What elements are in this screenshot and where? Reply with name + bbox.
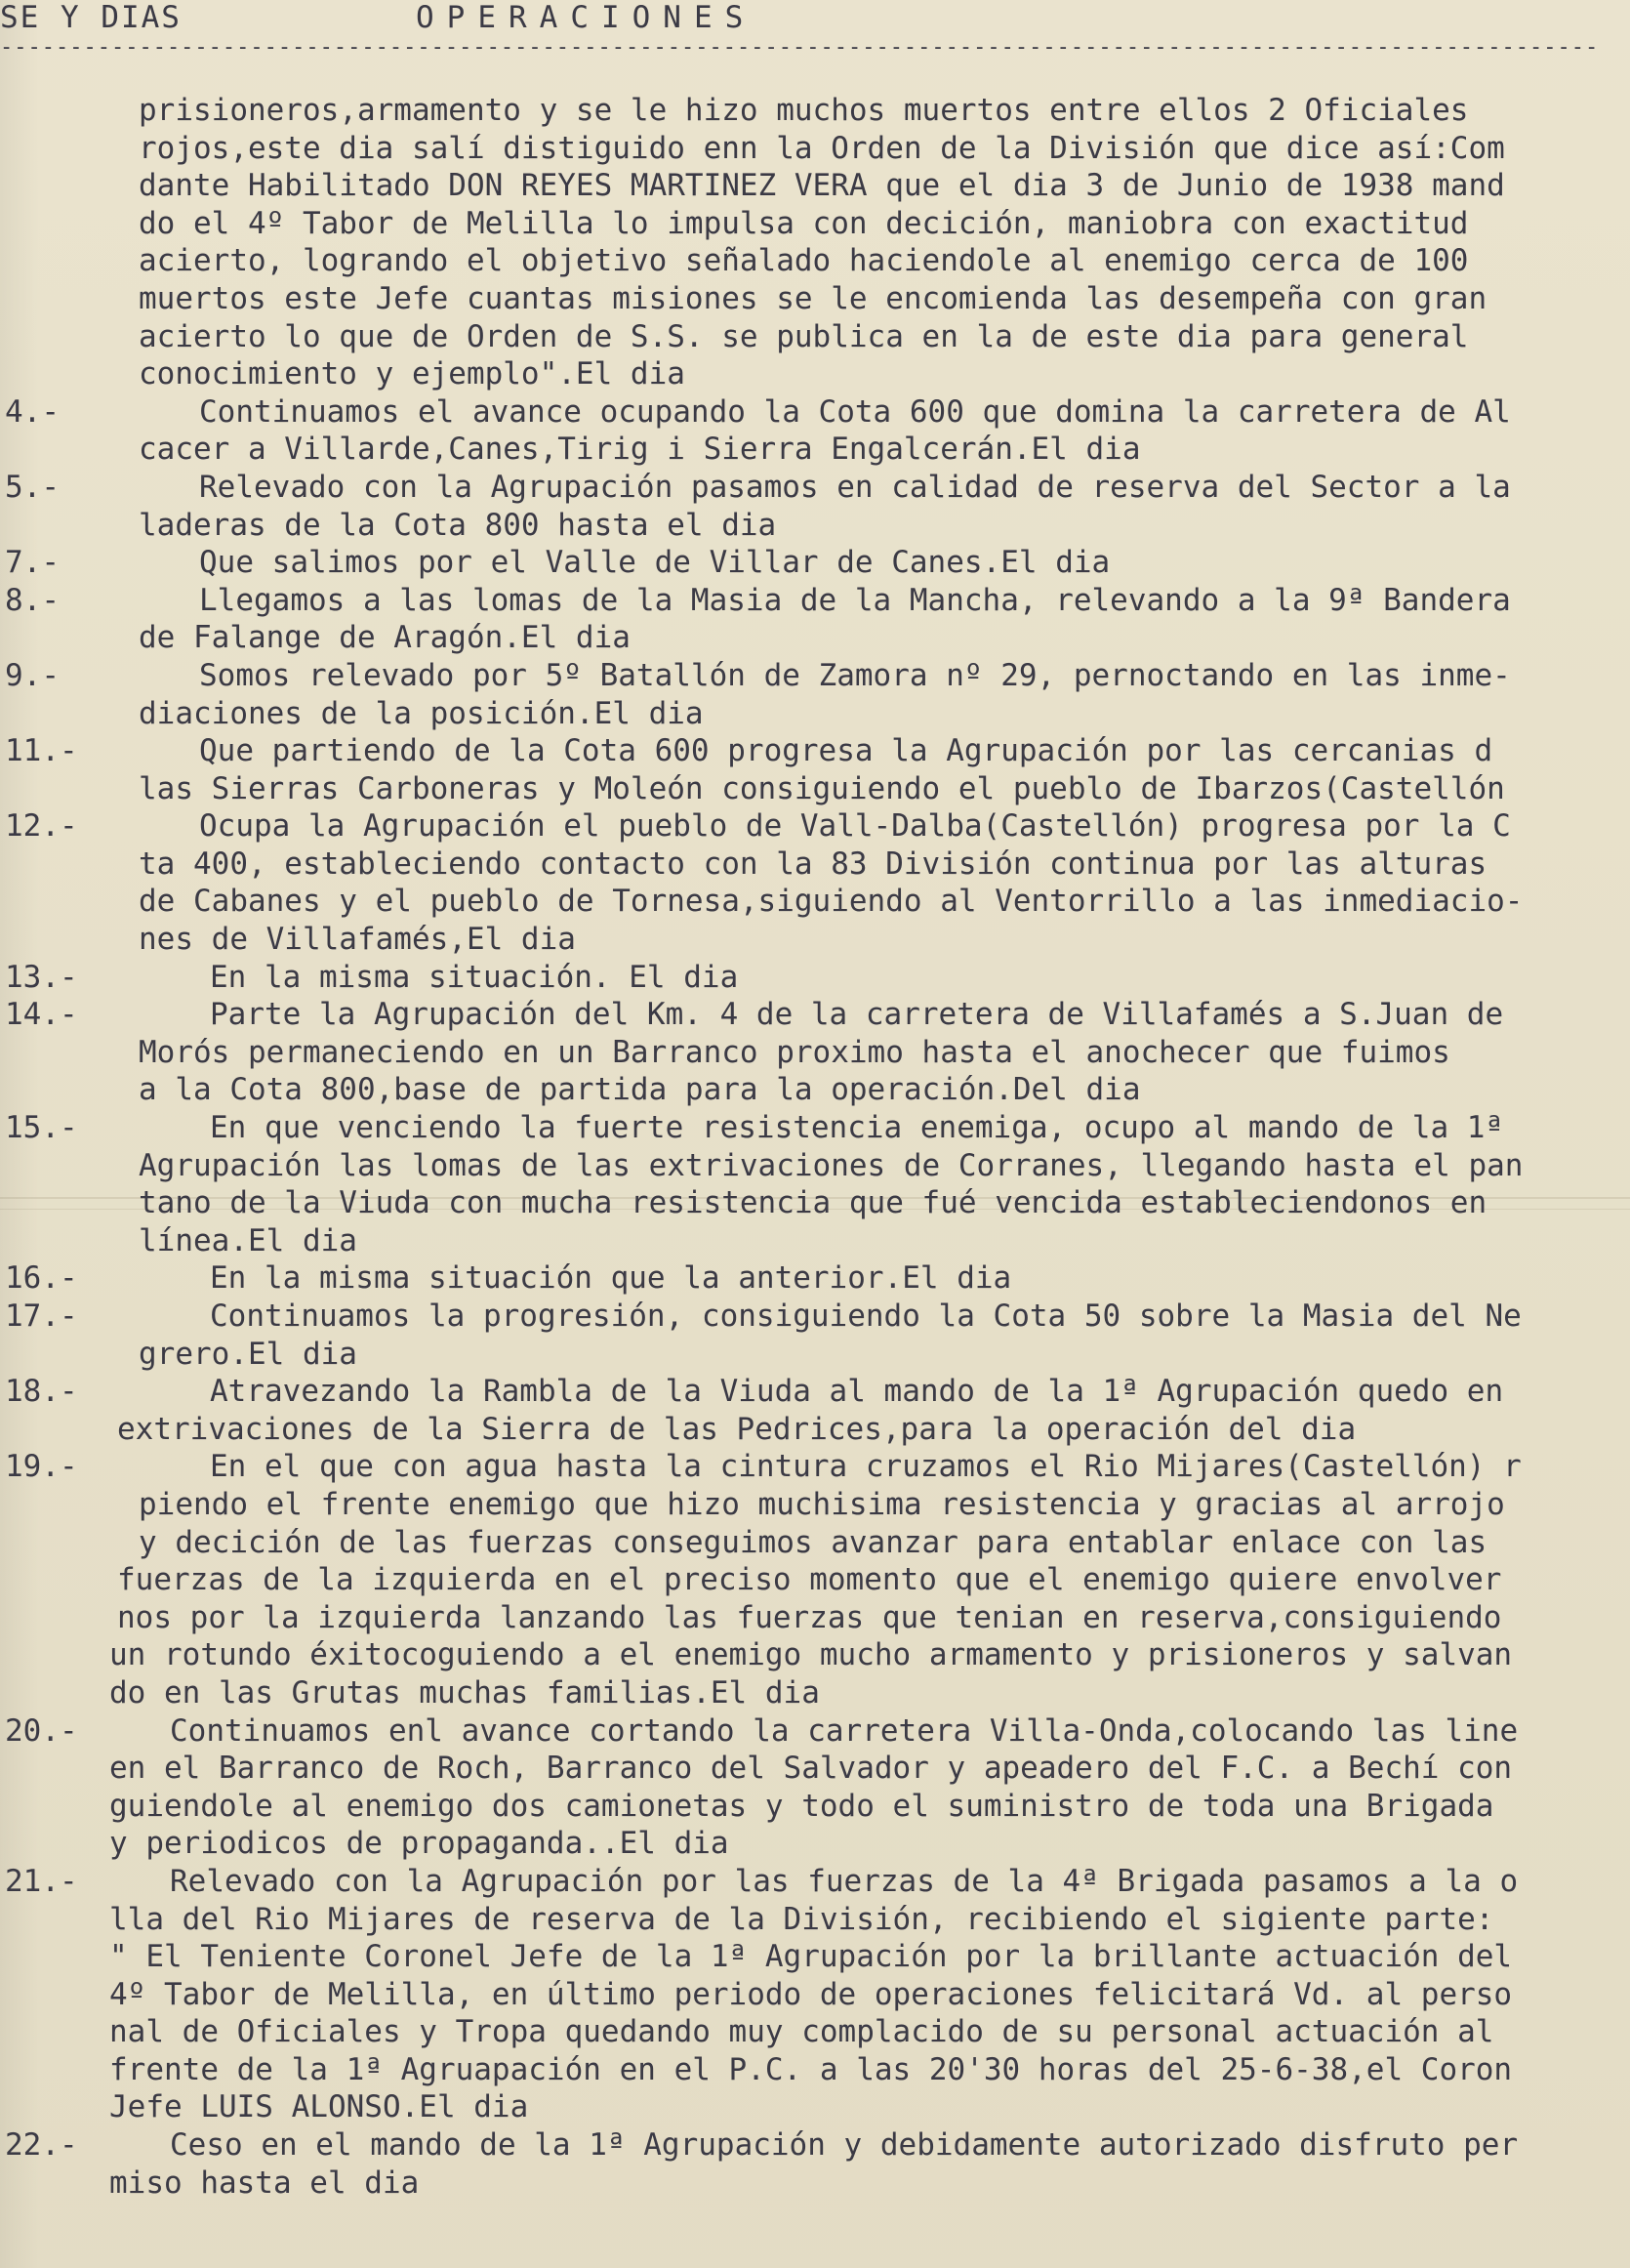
text-line xyxy=(0,1938,1630,1976)
line-text: Relevado con la Agrupación pasamos en calidad de reserva del Sector a la xyxy=(199,469,1511,505)
text-line xyxy=(0,1788,1630,1826)
text-line xyxy=(0,807,1630,845)
line-text: las Sierras Carboneras y Moleón consiguiendo el pueblo de Ibarzos(Castellón xyxy=(139,770,1505,806)
line-text: línea.El dia xyxy=(139,1222,357,1258)
text-line xyxy=(0,167,1630,205)
text-line xyxy=(0,732,1630,770)
text-line xyxy=(0,619,1630,657)
line-text: de Falange de Aragón.El dia xyxy=(139,620,631,656)
text-line xyxy=(0,1636,1630,1674)
line-text: en el Barranco de Roch, Barranco del Salvador y apeadero del F.C. a Bechí con xyxy=(109,1751,1513,1787)
line-text: de Cabanes y el pueblo de Tornesa,siguiendo al Ventorrillo a las inmediacio- xyxy=(139,884,1524,920)
text-line xyxy=(0,959,1630,997)
text-line xyxy=(0,507,1630,545)
day-number: 9.- xyxy=(5,657,60,693)
text-line xyxy=(0,1222,1630,1260)
text-line xyxy=(0,2051,1630,2089)
text-line xyxy=(0,1298,1630,1336)
day-number: 7.- xyxy=(5,545,60,581)
line-text: Continuamos enl avance cortando la carretera Villa-Onda,colocando las line xyxy=(170,1712,1519,1749)
text-line xyxy=(0,1976,1630,2014)
day-number: 17.- xyxy=(5,1299,78,1334)
day-number: 15.- xyxy=(5,1110,78,1146)
line-text: muertos este Jefe cuantas misiones se le encomienda las desempeña con gran xyxy=(139,280,1487,316)
text-line xyxy=(0,469,1630,507)
text-line xyxy=(0,2165,1630,2203)
line-text: extrivaciones de la Sierra de las Pedrices,para la operación del dia xyxy=(117,1411,1357,1447)
day-number: 14.- xyxy=(5,997,78,1033)
line-text: laderas de la Cota 800 hasta el dia xyxy=(139,507,777,543)
header-title: OPERACIONES xyxy=(416,0,756,35)
text-line xyxy=(0,242,1630,280)
line-text: nes de Villafamés,El dia xyxy=(139,922,576,958)
text-line xyxy=(0,1109,1630,1147)
line-text: do el 4º Tabor de Melilla lo impulsa con decición, maniobra con exactitud xyxy=(139,205,1469,241)
line-text: y periodicos de propaganda..El dia xyxy=(109,1826,729,1862)
text-line xyxy=(0,130,1630,168)
line-text: Ocupa la Agrupación el pueblo de Vall-Dalba(Castellón) progresa por la C xyxy=(199,808,1511,845)
line-text: Relevado con la Agrupación por las fuerzas de la 4ª Brigada pasamos a la o xyxy=(170,1863,1519,1899)
line-text: tano de la Viuda con mucha resistencia que fué vencida estableciendonos en xyxy=(139,1185,1487,1221)
line-text: dante Habilitado DON REYES MARTINEZ VERA que el dia 3 de Junio de 1938 mand xyxy=(139,168,1505,204)
day-number: 12.- xyxy=(5,808,78,845)
line-text: fuerzas de la izquierda en el preciso momento que el enemigo quiere envolver xyxy=(117,1562,1502,1598)
line-text: Que salimos por el Valle de Villar de Canes.El dia xyxy=(199,545,1111,581)
text-line xyxy=(0,280,1630,318)
text-line xyxy=(0,1147,1630,1185)
day-number: 16.- xyxy=(5,1260,78,1297)
text-line xyxy=(0,845,1630,884)
line-text: cacer a Villarde,Canes,Tirig i Sierra Engalcerán.El dia xyxy=(139,432,1141,468)
text-line xyxy=(0,431,1630,469)
line-text: diaciones de la posición.El dia xyxy=(139,695,704,731)
text-line xyxy=(0,318,1630,356)
day-number: 19.- xyxy=(5,1449,78,1485)
line-text: Ceso en el mando de la 1ª Agrupación y debidamente autorizado disfruto per xyxy=(170,2127,1519,2164)
line-text: ta 400, estableciendo contacto con la 83 División continua por las alturas xyxy=(139,845,1487,882)
text-line xyxy=(0,1373,1630,1411)
line-text: En que venciendo la fuerte resistencia enemiga, ocupo al mando de la 1ª xyxy=(210,1110,1504,1146)
line-text: En la misma situación que la anterior.El dia xyxy=(210,1260,1012,1297)
line-text: acierto lo que de Orden de S.S. se publica en la de este dia para general xyxy=(139,318,1469,354)
line-text: Continuamos la progresión, consiguiendo la Cota 50 sobre la Masia del Ne xyxy=(210,1299,1522,1334)
line-text: rojos,este dia salí distiguido enn la Orden de la División que dice así:Com xyxy=(139,130,1505,166)
line-text: grero.El dia xyxy=(139,1336,357,1372)
line-text: Jefe LUIS ALONSO.El dia xyxy=(109,2089,529,2125)
day-number: 20.- xyxy=(5,1712,78,1749)
line-text: Somos relevado por 5º Batallón de Zamora nº 29, pernoctando en las inme- xyxy=(199,657,1511,693)
day-number: 11.- xyxy=(5,733,78,769)
line-text: do en las Grutas muchas familias.El dia xyxy=(109,1674,820,1711)
day-number: 8.- xyxy=(5,582,60,618)
text-line xyxy=(0,582,1630,620)
text-line xyxy=(0,1184,1630,1222)
line-text: nal de Oficiales y Tropa quedando muy complacido de su personal actuación al xyxy=(109,2014,1494,2050)
line-text: En el que con agua hasta la cintura cruzamos el Rio Mijares(Castellón) r xyxy=(210,1449,1522,1485)
line-text: miso hasta el dia xyxy=(109,2165,420,2201)
text-line xyxy=(0,1674,1630,1712)
line-text: " El Teniente Coronel Jefe de la 1ª Agrupación por la brillante actuación del xyxy=(109,1939,1513,1975)
text-line xyxy=(0,883,1630,921)
text-line xyxy=(0,92,1630,130)
day-number: 4.- xyxy=(5,393,60,430)
line-text: acierto, logrando el objetivo señalado haciendole al enemigo cerca de 100 xyxy=(139,243,1469,279)
line-text: frente de la 1ª Agruapación en el P.C. a las 20'30 horas del 25-6-38,el Coron xyxy=(109,2051,1513,2087)
line-text: lla del Rio Mijares de reserva de la División, recibiendo el sigiente parte: xyxy=(109,1901,1494,1937)
text-line xyxy=(0,657,1630,695)
line-text: En la misma situación. El dia xyxy=(210,959,739,995)
line-text: a la Cota 800,base de partida para la operación.Del dia xyxy=(139,1072,1141,1108)
day-number: 18.- xyxy=(5,1374,78,1410)
text-line xyxy=(0,393,1630,432)
text-line xyxy=(0,1712,1630,1751)
line-text: un rotundo éxitocoguiendo a el enemigo mucho armamento y prisioneros y salvan xyxy=(109,1637,1513,1673)
text-line xyxy=(0,1863,1630,1901)
header-rule: ------------------------------------------------------------------------------------------------------------------- xyxy=(0,35,1600,51)
text-line xyxy=(0,996,1630,1034)
line-text: nos por la izquierda lanzando las fuerzas que tenian en reserva,consiguiendo xyxy=(117,1599,1502,1635)
line-text: guiendole al enemigo dos camionetas y todo el suministro de toda una Brigada xyxy=(109,1788,1494,1824)
text-line xyxy=(0,2013,1630,2051)
text-line xyxy=(0,2126,1630,2165)
line-text: piendo el frente enemigo que hizo muchisima resistencia y gracias al arrojo xyxy=(139,1486,1505,1522)
text-line xyxy=(0,544,1630,582)
day-number: 13.- xyxy=(5,959,78,995)
text-line xyxy=(0,1071,1630,1109)
text-line xyxy=(0,1259,1630,1298)
text-line xyxy=(0,1561,1630,1599)
text-line xyxy=(0,355,1630,393)
header-left-label: SE Y DIAS xyxy=(0,0,182,35)
line-text: Agrupación las lomas de las extrivaciones de Corranes, llegando hasta el pan xyxy=(139,1147,1524,1183)
line-text: Llegamos a las lomas de la Masia de la Mancha, relevando a la 9ª Bandera xyxy=(199,582,1511,618)
text-line xyxy=(0,1034,1630,1072)
line-text: 4º Tabor de Melilla, en último periodo de operaciones felicitará Vd. al perso xyxy=(109,1976,1513,2012)
page-header xyxy=(0,0,1630,51)
day-number: 5.- xyxy=(5,469,60,505)
text-line xyxy=(0,1336,1630,1374)
text-line xyxy=(0,1901,1630,1939)
line-text: conocimiento y ejemplo".El dia xyxy=(139,356,685,392)
text-line xyxy=(0,695,1630,733)
text-line xyxy=(0,1524,1630,1562)
day-number: 21.- xyxy=(5,1863,78,1899)
text-line xyxy=(0,1750,1630,1788)
text-line xyxy=(0,1411,1630,1449)
line-text: Atravezando la Rambla de la Viuda al mando de la 1ª Agrupación quedo en xyxy=(210,1374,1504,1410)
text-line xyxy=(0,921,1630,959)
document-body xyxy=(0,92,1630,2202)
line-text: Continuamos el avance ocupando la Cota 600 que domina la carretera de Al xyxy=(199,393,1511,430)
line-text: Que partiendo de la Cota 600 progresa la Agrupación por las cercanias d xyxy=(199,733,1493,769)
day-number: 22.- xyxy=(5,2127,78,2164)
line-text: Morós permaneciendo en un Barranco proximo hasta el anochecer que fuimos xyxy=(139,1034,1450,1070)
text-line xyxy=(0,770,1630,808)
text-line xyxy=(0,205,1630,243)
text-line xyxy=(0,1825,1630,1863)
text-line xyxy=(0,1599,1630,1637)
line-text: prisioneros,armamento y se le hizo muchos muertos entre ellos 2 Oficiales xyxy=(139,93,1469,128)
text-line xyxy=(0,2088,1630,2126)
line-text: Parte la Agrupación del Km. 4 de la carretera de Villafamés a S.Juan de xyxy=(210,997,1504,1033)
text-line xyxy=(0,1448,1630,1486)
text-line xyxy=(0,1486,1630,1524)
line-text: y decición de las fuerzas conseguimos avanzar para entablar enlace con las xyxy=(139,1524,1487,1560)
